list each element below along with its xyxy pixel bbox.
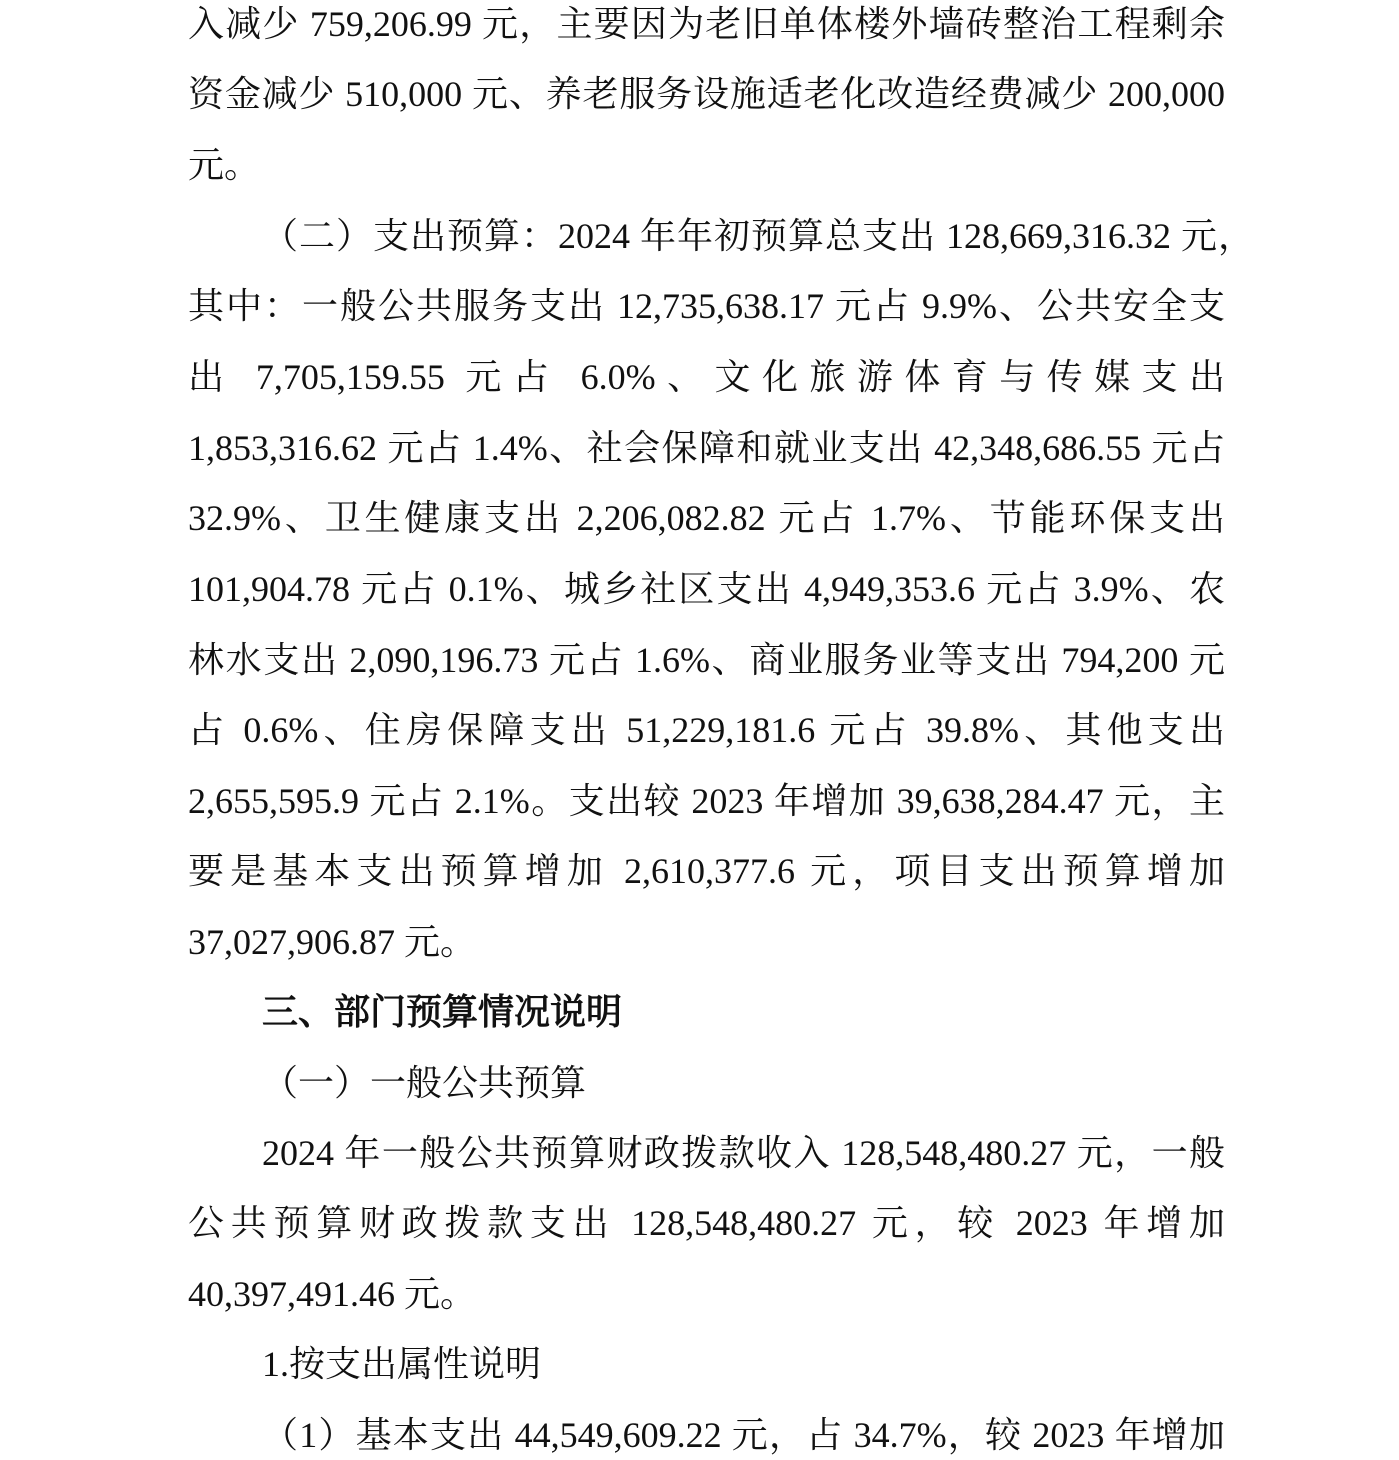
text-line: 出 7,705,159.55 元占 6.0%、文化旅游体育与传媒支出	[188, 357, 1225, 397]
text-line: 资金减少 510,000 元、养老服务设施适老化改造经费减少 200,000	[188, 74, 1225, 114]
text-line: 要是基本支出预算增加 2,610,377.6 元，项目支出预算增加	[188, 851, 1225, 891]
subsection-heading-general-public-budget: （一）一般公共预算	[262, 1063, 587, 1103]
text-line: 公共预算财政拨款支出 128,548,480.27 元，较 2023 年增加	[188, 1203, 1225, 1243]
text-line: 101,904.78 元占 0.1%、城乡社区支出 4,949,353.6 元占 3.9%、农	[188, 569, 1225, 609]
text-line: 1,853,316.62 元占 1.4%、社会保障和就业支出 42,348,686.55 元占	[188, 428, 1225, 468]
text-line: 32.9%、卫生健康支出 2,206,082.82 元占 1.7%、节能环保支出	[188, 498, 1225, 538]
text-line: 40,397,491.46 元。	[188, 1274, 477, 1314]
section-heading-department-budget: 三、部门预算情况说明	[262, 992, 623, 1032]
text-line: 其中：一般公共服务支出 12,735,638.17 元占 9.9%、公共安全支	[188, 286, 1225, 326]
text-line: 2024 年一般公共预算财政拨款收入 128,548,480.27 元，一般	[262, 1133, 1225, 1173]
text-line: 37,027,906.87 元。	[188, 922, 477, 962]
text-line: 元。	[188, 145, 261, 185]
text-line: 占 0.6%、住房保障支出 51,229,181.6 元占 39.8%、其他支出	[188, 710, 1225, 750]
text-line: 入减少 759,206.99 元，主要因为老旧单体楼外墙砖整治工程剩余	[188, 4, 1225, 44]
text-line: （1）基本支出 44,549,609.22 元，占 34.7%，较 2023 年增加	[262, 1415, 1225, 1455]
subsection-heading-by-expenditure-attribute: 1.按支出属性说明	[262, 1344, 542, 1384]
section-heading-expenditure-budget: （二）支出预算：2024 年年初预算总支出 128,669,316.32 元，	[262, 216, 1254, 256]
text-line: 林水支出 2,090,196.73 元占 1.6%、商业服务业等支出 794,200 元	[188, 640, 1225, 680]
text-line: 2,655,595.9 元占 2.1%。支出较 2023 年增加 39,638,284.47 元，主	[188, 781, 1225, 821]
